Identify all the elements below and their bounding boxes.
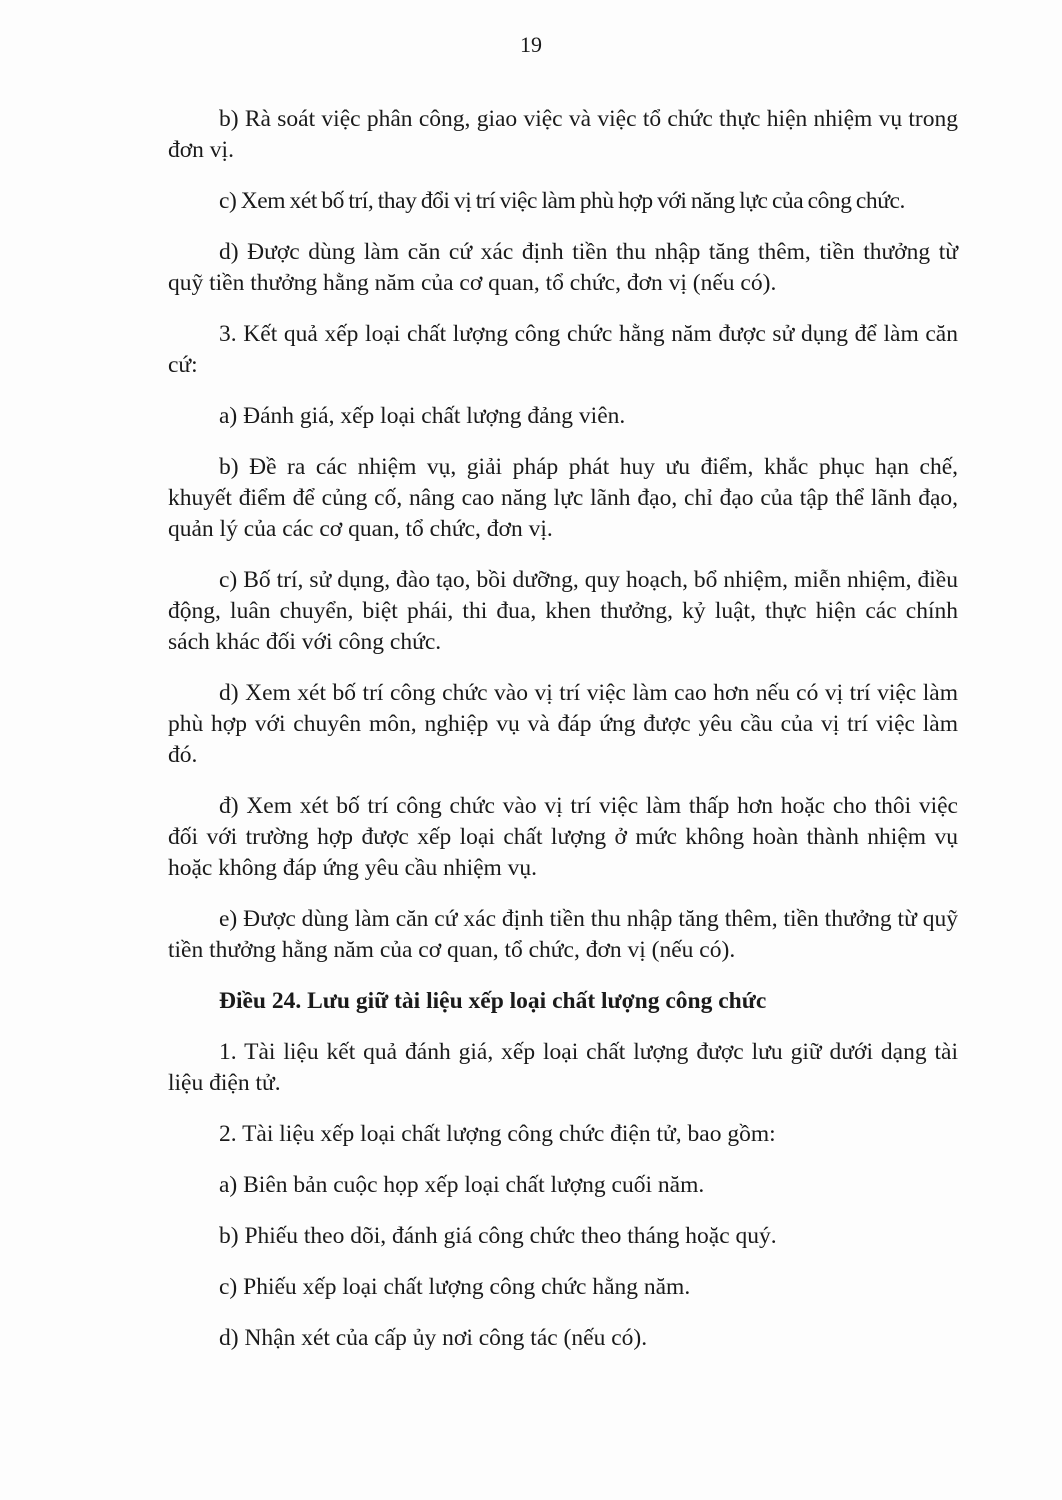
paragraph-a-party-member: a) Đánh giá, xếp loại chất lượng đảng viên. [219,403,626,429]
paragraph-3-annual-results: 3. Kết quả xếp loại chất lượng công chức hằng năm được sử dụng để làm căn cứ: [168,321,958,378]
paragraph-b-tasks: b) Đề ra các nhiệm vụ, giải pháp phát huy ưu điểm, khắc phục hạn chế, khuyết điểm để củng cố, nâng cao năng lực lãnh đạo, chỉ đạo của tập thể lãnh đạo, quản lý của các cơ quan, tổ chức, đơn vị. [168,454,958,542]
article-item-a: a) Biên bản cuộc họp xếp loại chất lượng cuối năm. [219,1172,705,1198]
page-number: 19 [520,32,542,57]
paragraph-c-arrangement: c) Xem xét bố trí, thay đổi vị trí việc làm phù hợp với năng lực của công chức. [219,188,905,214]
article-item-c: c) Phiếu xếp loại chất lượng công chức hằng năm. [219,1274,691,1300]
document-body [168,104,958,1374]
paragraph-b-review: b) Rà soát việc phân công, giao việc và việc tổ chức thực hiện nhiệm vụ trong đơn vị. [168,106,958,163]
article-paragraph-1: 1. Tài liệu kết quả đánh giá, xếp loại chất lượng được lưu giữ dưới dạng tài liệu điện tử. [168,1039,958,1096]
paragraph-c-deployment: c) Bố trí, sử dụng, đào tạo, bồi dưỡng, quy hoạch, bổ nhiệm, miễn nhiệm, điều động, luân chuyển, biệt phái, thi đua, khen thưởng, kỷ luật, thực hiện các chính sách khác đối với công chức. [168,567,958,655]
paragraph-d-income: d) Được dùng làm căn cứ xác định tiền thu nhập tăng thêm, tiền thưởng từ quỹ tiền thưởng hằng năm của cơ quan, tổ chức, đơn vị (nếu có). [168,239,958,296]
paragraph-d-higher-position: d) Xem xét bố trí công chức vào vị trí việc làm cao hơn nếu có vị trí việc làm phù hợp với chuyên môn, nghiệp vụ và đáp ứng được yêu cầu của vị trí việc làm đó. [168,680,958,768]
paragraph-e-income: e) Được dùng làm căn cứ xác định tiền thu nhập tăng thêm, tiền thưởng từ quỹ tiền thưởng hằng năm của cơ quan, tổ chức, đơn vị (nếu có). [168,906,958,963]
article-paragraph-2: 2. Tài liệu xếp loại chất lượng công chức điện tử, bao gồm: [219,1121,776,1147]
article-item-b: b) Phiếu theo dõi, đánh giá công chức theo tháng hoặc quý. [219,1223,777,1249]
article-item-d: d) Nhận xét của cấp ủy nơi công tác (nếu có). [219,1325,648,1351]
paragraph-dd-lower-position: đ) Xem xét bố trí công chức vào vị trí việc làm thấp hơn hoặc cho thôi việc đối với trường hợp được xếp loại chất lượng ở mức không hoàn thành nhiệm vụ hoặc không đáp ứng yêu cầu nhiệm vụ. [168,793,958,881]
article-24-heading: Điều 24. Lưu giữ tài liệu xếp loại chất lượng công chức [219,988,767,1014]
